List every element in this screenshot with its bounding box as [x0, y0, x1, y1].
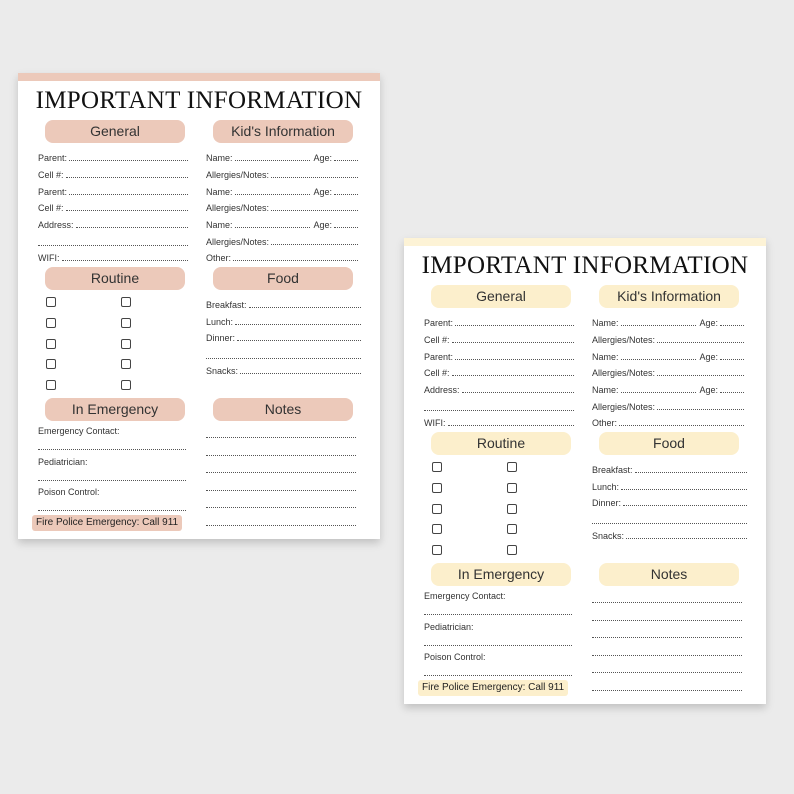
fill-line[interactable]: [657, 366, 744, 376]
kids-field[interactable]: [206, 235, 358, 247]
routine-checkbox[interactable]: [432, 545, 442, 555]
section-routine: Routine: [431, 432, 571, 455]
fill-line[interactable]: [38, 480, 186, 481]
fill-line[interactable]: [621, 383, 697, 393]
field-label-age: Age:: [313, 187, 332, 197]
routine-checkbox[interactable]: [121, 359, 131, 369]
field-label-age: Age:: [699, 352, 718, 362]
field-label: Name:: [592, 385, 619, 395]
routine-checkbox[interactable]: [432, 483, 442, 493]
general-field[interactable]: [38, 151, 188, 163]
routine-checkbox[interactable]: [432, 462, 442, 472]
fill-line[interactable]: [66, 168, 188, 178]
kids-field[interactable]: [592, 350, 744, 362]
fill-line[interactable]: [424, 614, 572, 615]
field-label: Name:: [206, 187, 233, 197]
notes-line[interactable]: [206, 490, 356, 491]
general-field[interactable]: [424, 416, 574, 428]
fill-line[interactable]: [592, 523, 747, 524]
fill-line[interactable]: [621, 480, 747, 490]
field-label: Parent:: [38, 153, 68, 163]
fill-line[interactable]: [334, 151, 358, 161]
section-notes: Notes: [599, 563, 739, 586]
fill-line[interactable]: [69, 151, 188, 161]
notes-line[interactable]: [592, 690, 742, 691]
fill-line[interactable]: [240, 364, 361, 374]
section-emergency: In Emergency: [45, 398, 185, 421]
fill-line[interactable]: [462, 383, 574, 393]
routine-checkbox[interactable]: [507, 462, 517, 472]
notes-line[interactable]: [592, 655, 742, 656]
fill-line[interactable]: [621, 350, 697, 360]
emergency-call-badge: Fire Police Emergency: Call 911: [32, 515, 182, 531]
section-routine: Routine: [45, 267, 185, 290]
general-field[interactable]: [424, 383, 574, 395]
general-field[interactable]: [38, 168, 188, 180]
fill-line[interactable]: [62, 251, 189, 261]
fill-line[interactable]: [38, 245, 188, 246]
fill-line[interactable]: [455, 316, 574, 326]
fill-line[interactable]: [720, 350, 744, 360]
field-label-age: Age:: [699, 385, 718, 395]
fill-line[interactable]: [271, 168, 358, 178]
kids-field[interactable]: [206, 151, 358, 163]
section-food: Food: [599, 432, 739, 455]
food-field[interactable]: [206, 364, 361, 376]
general-field[interactable]: [424, 333, 574, 345]
kids-field[interactable]: [206, 201, 358, 213]
field-label: Allergies/Notes:: [206, 170, 270, 180]
fill-line[interactable]: [66, 201, 188, 211]
emergency-field-label: Emergency Contact:: [38, 426, 120, 436]
food-field[interactable]: [206, 298, 361, 310]
notes-line[interactable]: [206, 507, 356, 508]
field-label: Parent:: [38, 187, 68, 197]
notes-line[interactable]: [592, 672, 742, 673]
field-label: Cell #:: [424, 368, 450, 378]
field-label: Snacks:: [206, 366, 239, 376]
field-label: Parent:: [424, 352, 454, 362]
field-label: Cell #:: [38, 170, 64, 180]
food-field[interactable]: [592, 463, 747, 475]
field-label: Dinner:: [206, 333, 236, 343]
general-field[interactable]: [424, 366, 574, 378]
fill-line[interactable]: [455, 350, 574, 360]
page-title: IMPORTANT INFORMATION: [421, 252, 749, 279]
field-label: Lunch:: [592, 482, 620, 492]
routine-checkbox[interactable]: [507, 545, 517, 555]
section-food: Food: [213, 267, 353, 290]
fill-line[interactable]: [38, 449, 186, 450]
field-label: Allergies/Notes:: [206, 237, 270, 247]
kids-field[interactable]: [592, 333, 744, 345]
routine-checkbox[interactable]: [46, 339, 56, 349]
field-label: Cell #:: [424, 335, 450, 345]
emergency-call-badge: Fire Police Emergency: Call 911: [418, 680, 568, 696]
fill-line[interactable]: [626, 529, 747, 539]
routine-checkbox[interactable]: [46, 359, 56, 369]
notes-line[interactable]: [206, 455, 356, 456]
field-label: Parent:: [424, 318, 454, 328]
emergency-field-label: Poison Control:: [38, 487, 100, 497]
fill-line[interactable]: [635, 463, 747, 473]
general-field[interactable]: [38, 185, 188, 197]
fill-line[interactable]: [235, 185, 311, 195]
fill-line[interactable]: [334, 218, 358, 228]
food-field[interactable]: [206, 315, 361, 327]
emergency-field-label: Poison Control:: [424, 652, 486, 662]
routine-checkbox[interactable]: [121, 339, 131, 349]
general-field[interactable]: [38, 251, 188, 263]
food-field[interactable]: [592, 529, 747, 541]
emergency-field-label: Emergency Contact:: [424, 591, 506, 601]
fill-line[interactable]: [69, 185, 188, 195]
notes-line[interactable]: [206, 472, 356, 473]
field-label: Other:: [206, 253, 232, 263]
fill-line[interactable]: [621, 316, 697, 326]
fill-line[interactable]: [452, 366, 574, 376]
fill-line[interactable]: [271, 201, 358, 211]
field-label: WIFI:: [424, 418, 446, 428]
routine-checkbox[interactable]: [507, 483, 517, 493]
routine-checkbox[interactable]: [507, 524, 517, 534]
field-label: WIFI:: [38, 253, 60, 263]
general-field[interactable]: [38, 218, 188, 230]
food-field[interactable]: [592, 480, 747, 492]
routine-checkbox[interactable]: [46, 297, 56, 307]
field-label: Allergies/Notes:: [592, 335, 656, 345]
section-notes: Notes: [213, 398, 353, 421]
fill-line[interactable]: [235, 315, 361, 325]
fill-line[interactable]: [623, 496, 747, 506]
fill-line[interactable]: [657, 400, 744, 410]
kids-field[interactable]: [592, 416, 744, 428]
kids-field[interactable]: [592, 383, 744, 395]
kids-field[interactable]: [206, 168, 358, 180]
field-label-age: Age:: [699, 318, 718, 328]
routine-checkbox[interactable]: [432, 524, 442, 534]
routine-checkbox[interactable]: [46, 380, 56, 390]
field-label: Address:: [424, 385, 460, 395]
field-label: Allergies/Notes:: [206, 203, 270, 213]
field-label: Name:: [592, 318, 619, 328]
field-label: Breakfast:: [592, 465, 633, 475]
fill-line[interactable]: [237, 331, 361, 341]
food-field[interactable]: [206, 331, 361, 343]
routine-checkbox[interactable]: [46, 318, 56, 328]
emergency-field-label: Pediatrician:: [424, 622, 474, 632]
field-label: Name:: [206, 220, 233, 230]
food-field[interactable]: [592, 496, 747, 508]
kids-field[interactable]: [592, 400, 744, 412]
notes-line[interactable]: [592, 637, 742, 638]
fill-line[interactable]: [720, 316, 744, 326]
fill-line[interactable]: [249, 298, 361, 308]
general-field[interactable]: [424, 350, 574, 362]
section-kids-information: Kid's Information: [213, 120, 353, 143]
routine-checkbox[interactable]: [121, 297, 131, 307]
kids-field[interactable]: [592, 316, 744, 328]
kids-field[interactable]: [592, 366, 744, 378]
fill-line[interactable]: [452, 333, 574, 343]
fill-line[interactable]: [448, 416, 575, 426]
fill-line[interactable]: [235, 218, 311, 228]
fill-line[interactable]: [619, 416, 744, 426]
fill-line[interactable]: [424, 645, 572, 646]
fill-line[interactable]: [235, 151, 311, 161]
field-label: Lunch:: [206, 317, 234, 327]
kids-field[interactable]: [206, 185, 358, 197]
planner-sheet-front: [404, 238, 766, 704]
field-label: Name:: [206, 153, 233, 163]
routine-checkbox[interactable]: [121, 380, 131, 390]
field-label: Snacks:: [592, 531, 625, 541]
field-label: Breakfast:: [206, 300, 247, 310]
field-label: Cell #:: [38, 203, 64, 213]
planner-sheet-back: [18, 73, 380, 539]
field-label: Allergies/Notes:: [592, 368, 656, 378]
fill-line[interactable]: [334, 185, 358, 195]
routine-checkbox[interactable]: [432, 504, 442, 514]
fill-line[interactable]: [657, 333, 744, 343]
section-emergency: In Emergency: [431, 563, 571, 586]
notes-line[interactable]: [206, 525, 356, 526]
notes-line[interactable]: [592, 620, 742, 621]
notes-line[interactable]: [206, 437, 356, 438]
field-label: Address:: [38, 220, 74, 230]
kids-field[interactable]: [206, 218, 358, 230]
fill-line[interactable]: [206, 358, 361, 359]
notes-line[interactable]: [592, 602, 742, 603]
section-general: General: [431, 285, 571, 308]
field-label: Allergies/Notes:: [592, 402, 656, 412]
field-label: Dinner:: [592, 498, 622, 508]
fill-line[interactable]: [233, 251, 358, 261]
field-label: Name:: [592, 352, 619, 362]
routine-checkbox[interactable]: [507, 504, 517, 514]
fill-line[interactable]: [271, 235, 358, 245]
general-field[interactable]: [38, 201, 188, 213]
fill-line[interactable]: [424, 675, 572, 676]
field-label: Other:: [592, 418, 618, 428]
routine-checkbox[interactable]: [121, 318, 131, 328]
kids-field[interactable]: [206, 251, 358, 263]
page-title: IMPORTANT INFORMATION: [35, 87, 363, 114]
fill-line[interactable]: [720, 383, 744, 393]
general-field[interactable]: [424, 316, 574, 328]
fill-line[interactable]: [76, 218, 188, 228]
emergency-field-label: Pediatrician:: [38, 457, 88, 467]
fill-line[interactable]: [38, 510, 186, 511]
field-label-age: Age:: [313, 220, 332, 230]
field-label-age: Age:: [313, 153, 332, 163]
section-general: General: [45, 120, 185, 143]
fill-line[interactable]: [424, 410, 574, 411]
section-kids-information: Kid's Information: [599, 285, 739, 308]
